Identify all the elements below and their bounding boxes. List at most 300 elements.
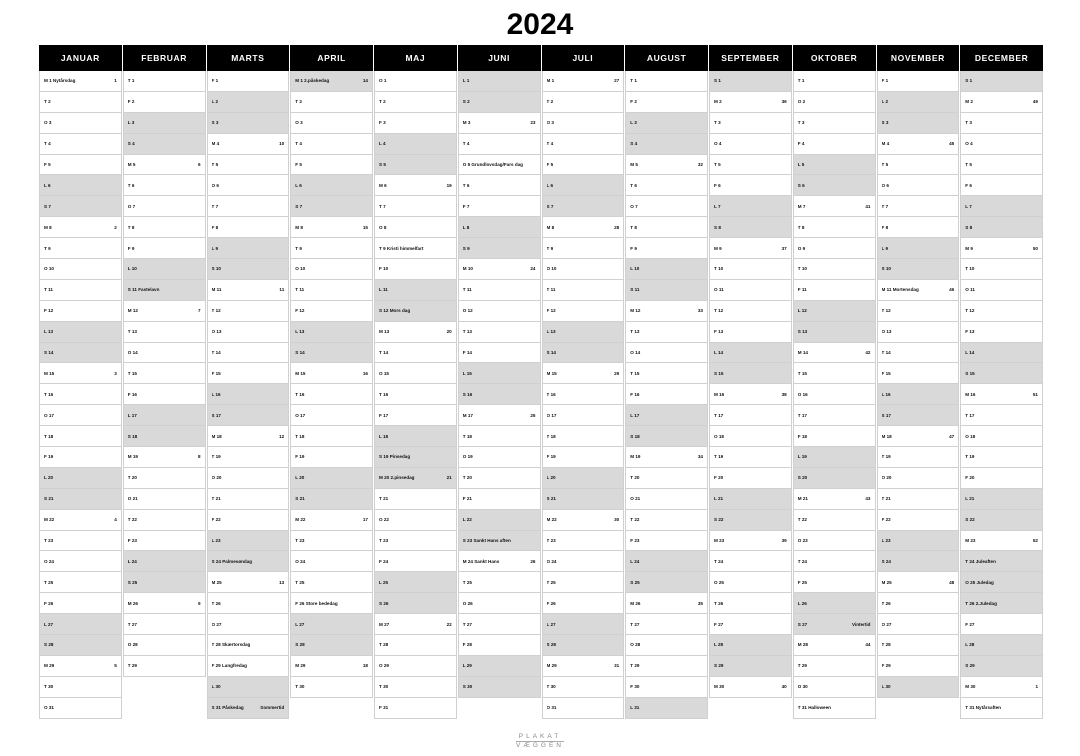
day-cell — [374, 468, 457, 489]
week-number: 52 — [1032, 538, 1038, 544]
month-header: OKTOBER — [793, 45, 876, 71]
day-cell — [207, 259, 290, 280]
day-label: F 17 — [379, 412, 389, 418]
day-label: T 27 — [127, 621, 137, 627]
day-cell — [458, 71, 541, 92]
day-cell — [123, 593, 206, 614]
day-cell — [960, 551, 1043, 572]
week-number: 18 — [362, 663, 368, 669]
day-label: F 13 — [714, 329, 724, 335]
day-label: S 2 — [462, 99, 470, 105]
logo-line-top: PLAKAT — [518, 733, 562, 740]
day-cell — [290, 572, 373, 593]
day-label: F 25 — [797, 579, 807, 585]
week-number: 36 — [781, 99, 787, 105]
day-cell — [793, 510, 876, 531]
day-label: O 31 — [44, 705, 54, 711]
week-number: 19 — [446, 182, 452, 188]
day-cell — [542, 134, 625, 155]
day-cell — [709, 134, 792, 155]
day-label: T 17 — [965, 412, 975, 418]
day-label: S 21 — [44, 496, 54, 502]
day-cell — [709, 531, 792, 552]
day-label: T 20 — [127, 475, 137, 481]
day-cell — [542, 572, 625, 593]
day-label: L 3 — [630, 120, 637, 126]
week-number: 34 — [697, 454, 703, 460]
day-cell — [123, 134, 206, 155]
day-label: O 21 — [630, 496, 641, 502]
day-cell — [709, 426, 792, 447]
day-cell — [542, 217, 625, 238]
day-cell — [458, 614, 541, 635]
day-label: T 3 — [797, 120, 805, 126]
day-cell — [290, 92, 373, 113]
day-label: O 29 — [379, 663, 389, 669]
day-cell — [290, 468, 373, 489]
day-cell — [123, 551, 206, 572]
day-label: L 14 — [965, 350, 975, 356]
day-cell — [39, 447, 122, 468]
day-label: T 30 — [44, 684, 54, 690]
day-cell — [877, 531, 960, 552]
day-cell — [374, 92, 457, 113]
month-days — [709, 71, 792, 720]
day-cell — [207, 405, 290, 426]
day-cell — [793, 238, 876, 259]
day-cell — [877, 301, 960, 322]
week-number: 39 — [781, 538, 787, 544]
day-label: T 30 — [379, 684, 389, 690]
day-cell — [39, 384, 122, 405]
day-label: L 24 — [127, 558, 137, 564]
day-cell — [542, 614, 625, 635]
day-cell — [793, 280, 876, 301]
day-label: M 5 — [127, 162, 136, 167]
day-cell — [877, 134, 960, 155]
day-cell — [960, 71, 1043, 92]
day-cell — [123, 301, 206, 322]
day-label: S 7 — [295, 203, 303, 209]
day-cell — [374, 363, 457, 384]
day-label: S 10 — [211, 266, 221, 272]
day-label: T 24 — [714, 558, 724, 564]
day-cell — [542, 698, 625, 719]
day-label: O 11 — [714, 287, 724, 293]
day-cell — [374, 698, 457, 719]
day-cell — [374, 134, 457, 155]
day-label: T 5 — [714, 162, 721, 167]
day-cell — [877, 343, 960, 364]
day-label: O 12 — [462, 308, 473, 314]
day-cell — [625, 551, 708, 572]
day-cell — [793, 635, 876, 656]
day-label: S 30 — [462, 684, 473, 690]
day-label: T 19 — [881, 454, 891, 460]
day-label: T 24 — [797, 558, 807, 564]
day-cell — [207, 635, 290, 656]
day-label: T 8 — [630, 224, 637, 230]
day-label: L 1 — [462, 78, 470, 84]
day-label: F 22 — [881, 517, 891, 523]
day-cell — [960, 92, 1043, 113]
day-label: M 25 — [881, 579, 892, 585]
day-label: T 13 — [462, 329, 472, 335]
day-cell — [960, 447, 1043, 468]
day-label: O 28 — [127, 642, 138, 648]
day-cell — [709, 175, 792, 196]
day-label: M 9 — [965, 245, 973, 251]
day-cell — [458, 384, 541, 405]
day-label: M 10 — [462, 266, 473, 272]
day-cell — [625, 259, 708, 280]
day-cell — [542, 259, 625, 280]
day-cell — [374, 217, 457, 238]
day-label: L 22 — [462, 517, 472, 523]
week-number: 51 — [1032, 391, 1038, 397]
day-cell — [960, 510, 1043, 531]
day-label: T 4 — [462, 141, 470, 147]
day-cell — [374, 531, 457, 552]
day-cell — [123, 343, 206, 364]
day-label: T 1 — [797, 78, 805, 84]
day-label: T 13 — [630, 329, 640, 335]
day-label: O 20 — [881, 475, 892, 481]
day-label: T 18 — [546, 433, 556, 439]
day-label: T 16 — [295, 391, 305, 397]
day-cell — [290, 280, 373, 301]
day-label: O 30 — [797, 684, 808, 690]
day-label: M 1 Nytårsdag — [44, 78, 76, 84]
day-cell — [123, 238, 206, 259]
day-cell — [123, 468, 206, 489]
day-cell — [709, 113, 792, 134]
day-cell — [625, 405, 708, 426]
day-label: S 28 — [295, 642, 305, 648]
week-number: 6 — [197, 162, 201, 167]
month-column-oktober — [793, 45, 876, 720]
day-label: S 16 — [462, 391, 473, 397]
day-label: F 26 — [546, 600, 556, 606]
day-cell — [625, 196, 708, 217]
day-label: L 13 — [295, 329, 305, 335]
day-cell — [458, 196, 541, 217]
day-label: F 14 — [462, 350, 472, 356]
day-cell — [625, 280, 708, 301]
day-cell — [290, 134, 373, 155]
day-label: O 19 — [462, 454, 473, 460]
day-cell — [793, 384, 876, 405]
day-cell — [793, 301, 876, 322]
logo-line-bottom: VÆGGEN — [516, 742, 564, 749]
day-cell — [458, 635, 541, 656]
day-cell — [123, 71, 206, 92]
day-label: S 17 — [211, 412, 221, 418]
day-cell — [207, 280, 290, 301]
day-label: T 3 — [714, 120, 721, 126]
day-cell — [290, 551, 373, 572]
day-label: T 21 — [881, 496, 891, 502]
day-cell — [290, 447, 373, 468]
day-label: T 22 — [630, 517, 640, 523]
day-label: M 12 — [127, 308, 138, 314]
day-label: L 20 — [546, 475, 556, 481]
day-cell — [207, 301, 290, 322]
day-cell — [960, 363, 1043, 384]
day-label: F 23 — [127, 538, 137, 544]
day-cell — [960, 468, 1043, 489]
day-label: O 5 Grundlovsdag/Fars dag — [462, 162, 523, 167]
day-cell — [39, 531, 122, 552]
day-label: T 12 — [211, 308, 221, 314]
day-label: T 8 — [797, 224, 805, 230]
day-cell — [290, 259, 373, 280]
day-label: O 24 — [44, 558, 54, 564]
week-number: 32 — [697, 162, 703, 167]
week-number: 1 — [1035, 684, 1038, 690]
day-label: L 6 — [546, 182, 554, 188]
day-cell — [625, 134, 708, 155]
day-label: S 15 — [714, 370, 724, 376]
day-cell — [207, 698, 290, 719]
day-cell — [290, 196, 373, 217]
month-header: JULI — [542, 45, 625, 71]
day-cell — [793, 217, 876, 238]
day-label: L 23 — [881, 538, 891, 544]
week-number: 30 — [614, 517, 620, 523]
day-label: S 24 — [881, 558, 891, 564]
day-label: F 27 — [714, 621, 724, 627]
week-number: 1 — [114, 78, 117, 84]
day-label: M 8 — [546, 224, 555, 230]
week-number: 42 — [865, 350, 871, 356]
week-number: 14 — [362, 78, 368, 84]
day-cell — [709, 656, 792, 677]
day-label: T 26 — [211, 600, 221, 606]
day-label: T 18 — [462, 433, 472, 439]
day-cell — [793, 572, 876, 593]
day-label: M 23 — [714, 538, 725, 544]
day-label: T 14 — [379, 350, 389, 356]
day-cell — [123, 426, 206, 447]
day-label: M 3 — [462, 120, 471, 126]
day-label: L 6 — [295, 182, 302, 188]
week-number: 46 — [949, 287, 955, 293]
day-cell — [960, 531, 1043, 552]
day-label: L 10 — [127, 266, 137, 272]
day-label: T 21 — [379, 496, 389, 502]
day-cell — [207, 489, 290, 510]
day-label: O 17 — [546, 412, 557, 418]
month-days — [290, 71, 373, 720]
day-label: L 29 — [462, 663, 472, 669]
day-cell — [290, 489, 373, 510]
day-cell — [39, 175, 122, 196]
day-label: O 17 — [44, 412, 54, 418]
month-days — [960, 71, 1043, 720]
day-label: T 6 — [127, 182, 135, 188]
week-number: 17 — [362, 517, 368, 523]
day-label: F 10 — [379, 266, 389, 272]
day-cell — [374, 677, 457, 698]
day-label: F 4 — [797, 141, 805, 147]
day-cell — [709, 614, 792, 635]
day-label: L 15 — [462, 370, 472, 376]
day-label: S 9 — [462, 245, 470, 251]
day-cell — [374, 196, 457, 217]
day-label: O 4 — [714, 141, 722, 147]
day-cell — [793, 698, 876, 719]
day-label: S 31 Påskedag — [211, 705, 244, 711]
day-label: T 2 — [379, 99, 386, 105]
day-cell — [877, 551, 960, 572]
day-label: T 12 — [714, 308, 724, 314]
day-cell — [960, 426, 1043, 447]
month-days — [458, 71, 541, 720]
day-cell — [290, 322, 373, 343]
day-label: O 16 — [797, 391, 808, 397]
day-label: O 8 — [379, 224, 387, 230]
day-cell — [793, 134, 876, 155]
day-cell — [458, 363, 541, 384]
day-label: O 26 — [462, 600, 473, 606]
day-label: L 14 — [714, 350, 724, 356]
month-column-juni — [458, 45, 541, 720]
day-cell — [793, 322, 876, 343]
day-cell — [709, 301, 792, 322]
week-number: 12 — [279, 433, 285, 439]
day-label: O 18 — [965, 433, 976, 439]
day-label: F 5 — [295, 162, 302, 167]
day-cell — [374, 175, 457, 196]
day-cell — [39, 572, 122, 593]
day-label: F 29 Langfredag — [211, 663, 247, 669]
day-label: S 18 — [630, 433, 640, 439]
day-label: L 8 — [462, 224, 470, 230]
day-cell — [458, 426, 541, 447]
day-cell — [123, 92, 206, 113]
day-label: M 14 — [797, 350, 808, 356]
day-cell — [960, 405, 1043, 426]
month-header: AUGUST — [625, 45, 708, 71]
week-number: 16 — [362, 370, 368, 376]
day-cell — [877, 510, 960, 531]
day-cell — [877, 92, 960, 113]
day-cell — [877, 113, 960, 134]
day-cell — [709, 510, 792, 531]
day-cell — [207, 238, 290, 259]
day-label: T 13 — [127, 329, 137, 335]
day-label: L 27 — [546, 621, 556, 627]
day-cell — [793, 426, 876, 447]
day-cell — [458, 593, 541, 614]
day-cell — [625, 343, 708, 364]
day-label: S 4 — [127, 141, 135, 147]
day-label: L 13 — [44, 329, 54, 335]
day-label: F 5 — [546, 162, 554, 167]
month-days — [877, 71, 960, 720]
day-label: S 7 — [44, 203, 51, 209]
day-label: T 28 Skærtorsdag — [211, 642, 251, 648]
day-cell — [709, 551, 792, 572]
day-label: L 27 — [44, 621, 54, 627]
day-label: S 21 — [546, 496, 556, 502]
day-cell — [960, 217, 1043, 238]
day-cell — [374, 489, 457, 510]
week-number: 45 — [949, 141, 955, 147]
week-number: 40 — [781, 684, 787, 690]
day-label: S 5 — [379, 162, 386, 167]
day-label: T 7 — [211, 203, 219, 209]
day-label: M 16 — [965, 391, 976, 397]
day-label: M 19 — [127, 454, 138, 460]
day-label: T 5 — [881, 162, 889, 167]
day-label: S 21 — [295, 496, 305, 502]
day-cell — [458, 531, 541, 552]
day-label: M 9 — [714, 245, 722, 251]
day-cell — [39, 217, 122, 238]
day-cell — [709, 677, 792, 698]
day-label: F 3 — [379, 120, 386, 126]
day-label: S 14 — [295, 350, 305, 356]
day-cell — [625, 426, 708, 447]
day-label: F 6 — [714, 182, 721, 188]
day-cell — [960, 614, 1043, 635]
day-cell — [877, 656, 960, 677]
day-label: M 22 — [44, 517, 55, 523]
day-cell — [374, 322, 457, 343]
day-label: T 4 — [546, 141, 554, 147]
day-label: T 22 — [127, 517, 137, 523]
day-cell — [542, 677, 625, 698]
day-label: O 24 — [546, 558, 557, 564]
day-label: O 9 — [797, 245, 806, 251]
day-cell — [123, 363, 206, 384]
week-number: 2 — [114, 224, 117, 230]
day-cell — [542, 531, 625, 552]
day-label: S 11 Fastelavn — [127, 287, 160, 293]
day-label: T 12 — [965, 308, 975, 314]
day-label: T 5 — [965, 162, 972, 167]
day-cell — [123, 384, 206, 405]
day-cell — [458, 405, 541, 426]
day-cell — [374, 384, 457, 405]
day-label: L 20 — [295, 475, 305, 481]
day-cell — [625, 510, 708, 531]
day-label: L 5 — [797, 162, 805, 167]
day-cell — [39, 489, 122, 510]
day-label: M 29 — [295, 663, 306, 669]
day-cell — [877, 677, 960, 698]
month-header: JANUAR — [39, 45, 122, 71]
day-cell — [374, 593, 457, 614]
day-label: L 28 — [965, 642, 975, 648]
day-label: L 7 — [714, 203, 721, 209]
day-cell — [207, 217, 290, 238]
day-cell — [290, 363, 373, 384]
day-cell — [709, 217, 792, 238]
day-label: T 22 — [797, 517, 807, 523]
day-label: S 18 — [127, 433, 138, 439]
day-cell — [960, 343, 1043, 364]
day-cell — [123, 531, 206, 552]
day-label: T 7 — [379, 203, 386, 209]
day-cell — [123, 217, 206, 238]
day-label: O 10 — [295, 266, 306, 272]
day-label: L 16 — [881, 391, 891, 397]
day-label: M 16 — [714, 391, 725, 397]
day-label: S 24 Palmesøndag — [211, 558, 253, 564]
